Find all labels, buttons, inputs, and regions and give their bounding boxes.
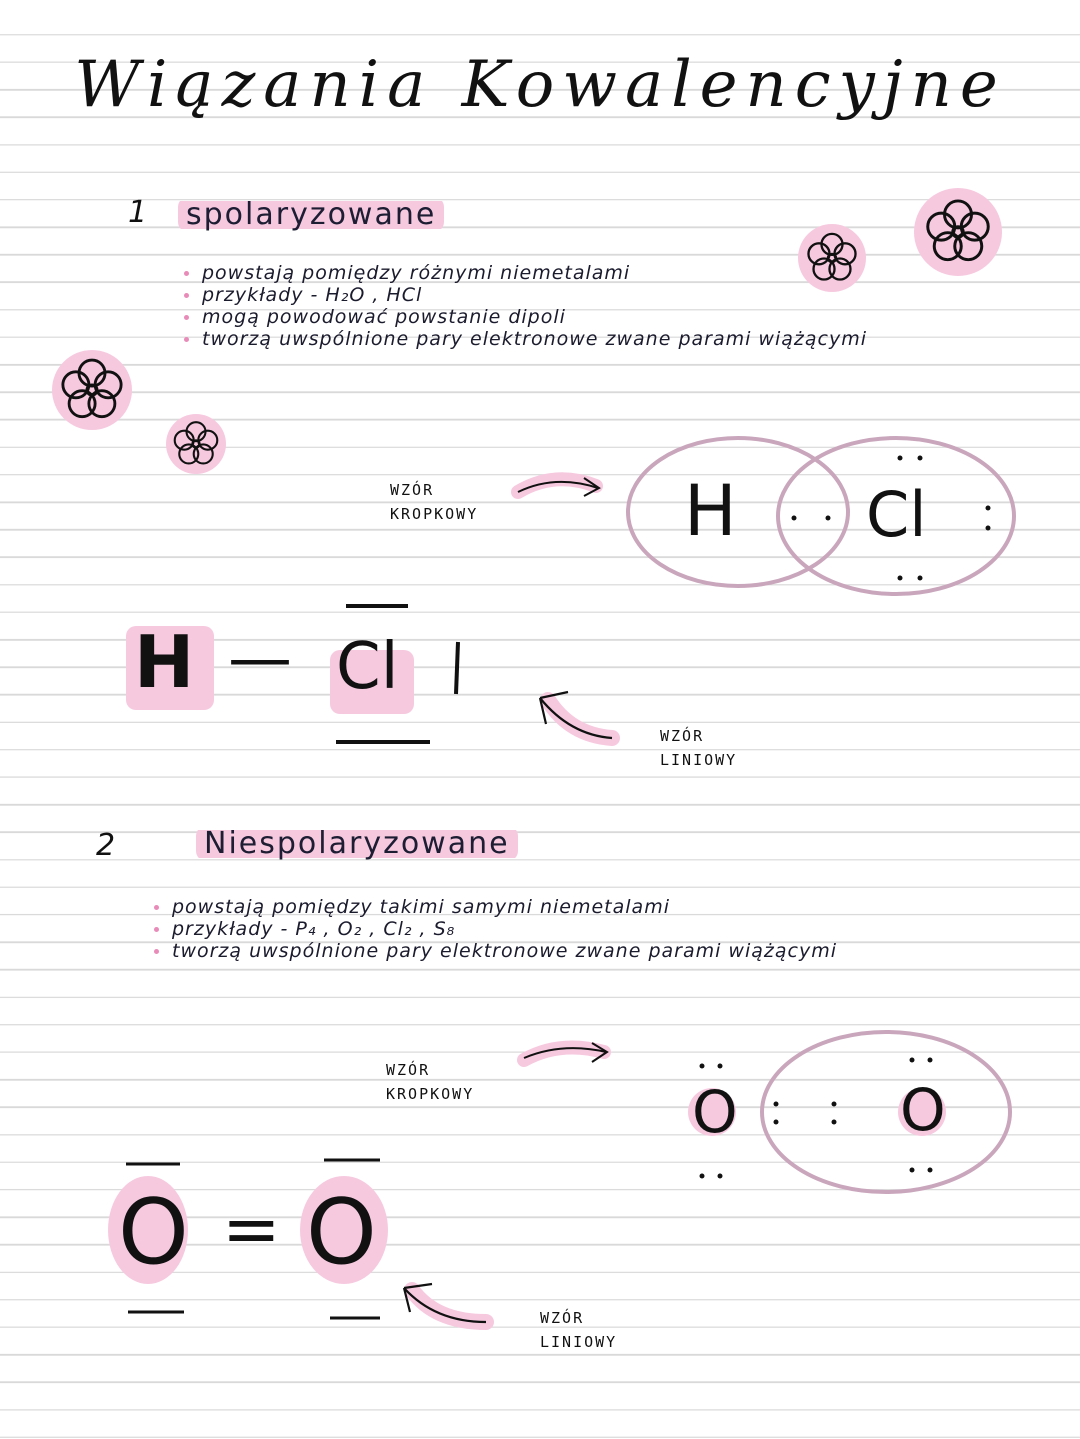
list-item: tworzą uwspólnione pary elektronowe zwane parami wiążącymi: [180, 328, 867, 350]
section-number: 1: [128, 195, 148, 230]
section-number: 2: [96, 828, 116, 863]
bond-line: —: [228, 622, 292, 696]
flower-icon: [52, 350, 132, 430]
flower-icon: [166, 414, 226, 474]
list-item: powstają pomiędzy różnymi niemetalami: [180, 262, 867, 284]
section-title: Niespolaryzowane: [196, 826, 518, 861]
arrow-left-icon: [540, 692, 612, 738]
bond-line: =: [222, 1188, 281, 1270]
line-formula-right-atom: Cl: [336, 630, 399, 704]
dot-formula-label: WZÓR KROPKOWY: [386, 1061, 475, 1103]
line-formula-right-atom: O: [306, 1180, 377, 1285]
lone-pair-line: [456, 642, 458, 694]
arrow-right-icon: [524, 1043, 607, 1062]
line-formula-label: WZÓR LINIOWY: [660, 727, 738, 769]
list-item: tworzą uwspólnione pary elektronowe zwane parami wiążącymi: [150, 940, 837, 962]
arrow-right-icon: [518, 478, 599, 496]
line-formula-label: WZÓR LINIOWY: [540, 1309, 618, 1351]
bullet-list: [150, 896, 837, 962]
dot-formula-label: WZÓR KROPKOWY: [390, 481, 479, 523]
section-title: spolaryzowane: [178, 197, 444, 232]
atom-symbol: O: [900, 1076, 946, 1144]
flower-icon: [914, 188, 1002, 276]
atom-symbol: O: [692, 1078, 738, 1146]
line-formula-left-atom: O: [118, 1180, 189, 1285]
list-item: powstają pomiędzy takimi samymi niemetalami: [150, 896, 837, 918]
atom-symbol: H: [684, 470, 737, 552]
list-item: przykłady - P₄ , O₂ , Cl₂ , S₈: [150, 918, 837, 940]
list-item: mogą powodować powstanie dipoli: [180, 306, 867, 328]
page-title: Wiązania Kowalencyjne: [74, 48, 1006, 122]
arrow-left-icon: [404, 1284, 486, 1322]
line-formula-left-atom: H: [134, 620, 195, 704]
bullet-list: [180, 262, 867, 350]
list-item: przykłady - H₂O , HCl: [180, 284, 867, 306]
atom-symbol: Cl: [866, 478, 927, 551]
